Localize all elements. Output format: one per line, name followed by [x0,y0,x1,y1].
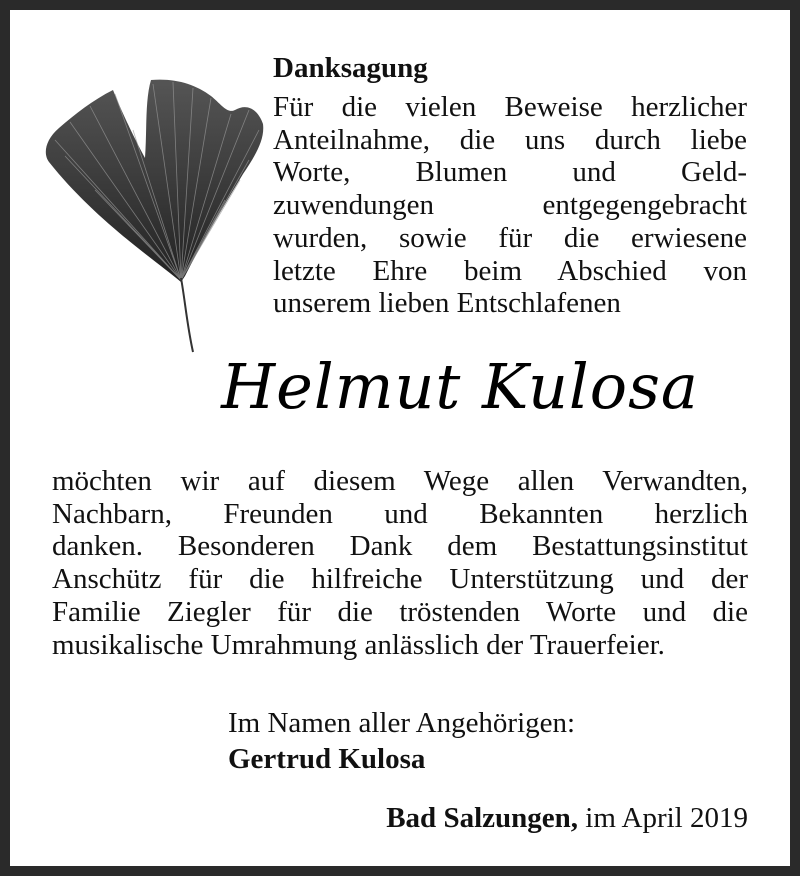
body-line: Familie Ziegler für die tröstenden Worte und die [52,595,748,628]
body-line: Anschütz für die hilfreiche Unterstützung und der [52,563,748,596]
intro-line: Worte, Blumen und Geld- [273,156,747,189]
signature-label: Im Namen aller Angehörigen: [228,707,576,739]
intro-line: Für die vielen Beweise herzlicher [273,91,747,123]
deceased-name: Helmut Kulosa [221,350,699,423]
ginkgo-leaf-icon [35,70,275,360]
obituary-notice [10,10,790,866]
body-line: musikalische Umrahmung anlässlich der Trauerfeier. [52,628,665,661]
body-line: danken. Besonderen Dank dem Bestattungsinstitut [52,530,748,563]
body-line: Nachbarn, Freunden und Bekannten herzlich [52,497,748,530]
intro-line: zuwendungen entgegengebracht [273,189,747,222]
signature-name: Gertrud Kulosa [228,743,426,775]
place: Bad Salzungen, [386,802,579,834]
intro-line: letzte Ehre beim Abschied von [273,254,747,287]
intro-line: unserem lieben Entschlafenen [273,287,621,320]
notice-heading: Danksagung [273,52,428,84]
intro-paragraph [273,91,747,320]
body-paragraph [52,465,748,661]
place-date [386,802,748,835]
intro-line: Anteilnahme, die uns durch liebe [273,123,747,156]
date: im April 2019 [585,802,748,834]
body-line: möchten wir auf diesem Wege allen Verwandten, [52,465,748,497]
intro-line: wurden, sowie für die erwiesene [273,221,747,254]
